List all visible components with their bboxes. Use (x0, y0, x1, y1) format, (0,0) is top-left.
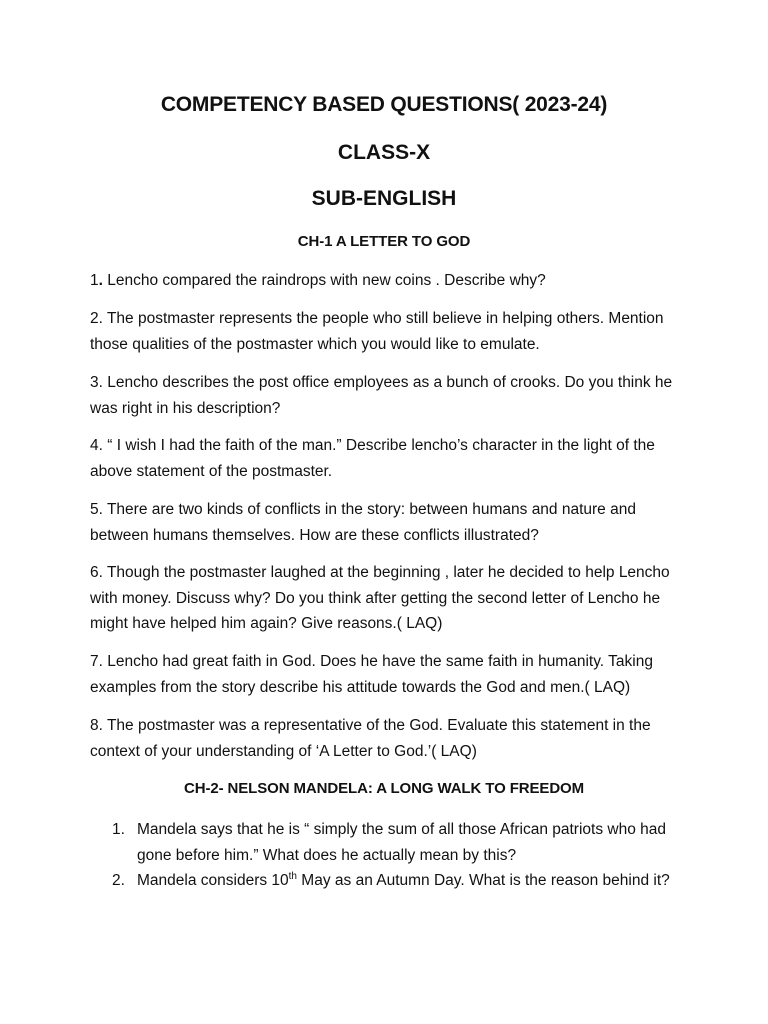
chapter-2-question-list (90, 817, 690, 894)
list-item-marker: 1. (112, 821, 125, 838)
question-8: 8. The postmaster was a representative of the God. Evaluate this statement in the context of your understanding of ‘A Letter to God.’( LAQ) (90, 717, 651, 760)
question-6: 6. Though the postmaster laughed at the beginning , later he decided to help Lencho with money. Discuss why? Do you think after getting the second letter of Lencho he might have helped him again? Give reasons.( LAQ) (90, 564, 670, 632)
list-item (90, 868, 690, 894)
list-item-text: Mandela says that he is “ simply the sum of all those African patriots who had gone before him.” What does he actually mean by this? (137, 821, 666, 864)
question-1 (90, 268, 690, 294)
chapter-1-heading: CH-1 A LETTER TO GOD (297, 233, 471, 250)
question-5: 5. There are two kinds of conflicts in the story: between humans and nature and between humans themselves. How are these conflicts illustrated? (90, 501, 636, 544)
question-3: 3. Lencho describes the post office employees as a bunch of crooks. Do you think he was right in his description? (90, 374, 673, 417)
subject-line: SUB-ENGLISH (311, 187, 457, 210)
question-1-number: 1 (90, 272, 99, 289)
list-item-marker: 2. (112, 872, 125, 889)
list-item-text-before: Mandela considers 10 (137, 872, 289, 889)
ordinal-superscript: th (288, 871, 297, 882)
class-line: CLASS-X (337, 141, 431, 164)
question-4: 4. “ I wish I had the faith of the man.” Describe lencho’s character in the light of the above statement of the postmaster. (90, 437, 655, 480)
chapter-2-heading: CH-2- NELSON MANDELA: A LONG WALK TO FREEDOM (183, 780, 585, 797)
list-item-text-after: May as an Autumn Day. What is the reason behind it? (297, 872, 670, 889)
document-title: COMPETENCY BASED QUESTIONS( 2023-24) (160, 93, 608, 116)
question-1-text: Lencho compared the raindrops with new coins . Describe why? (102, 272, 546, 289)
question-1-number-dot: . (98, 272, 103, 289)
question-2: 2. The postmaster represents the people who still believe in helping others. Mention those qualities of the postmaster which you would like to emulate. (90, 310, 664, 353)
question-7: 7. Lencho had great faith in God. Does he have the same faith in humanity. Taking examples from the story describe his attitude towards the God and men.( LAQ) (90, 653, 653, 696)
list-item (90, 817, 690, 868)
